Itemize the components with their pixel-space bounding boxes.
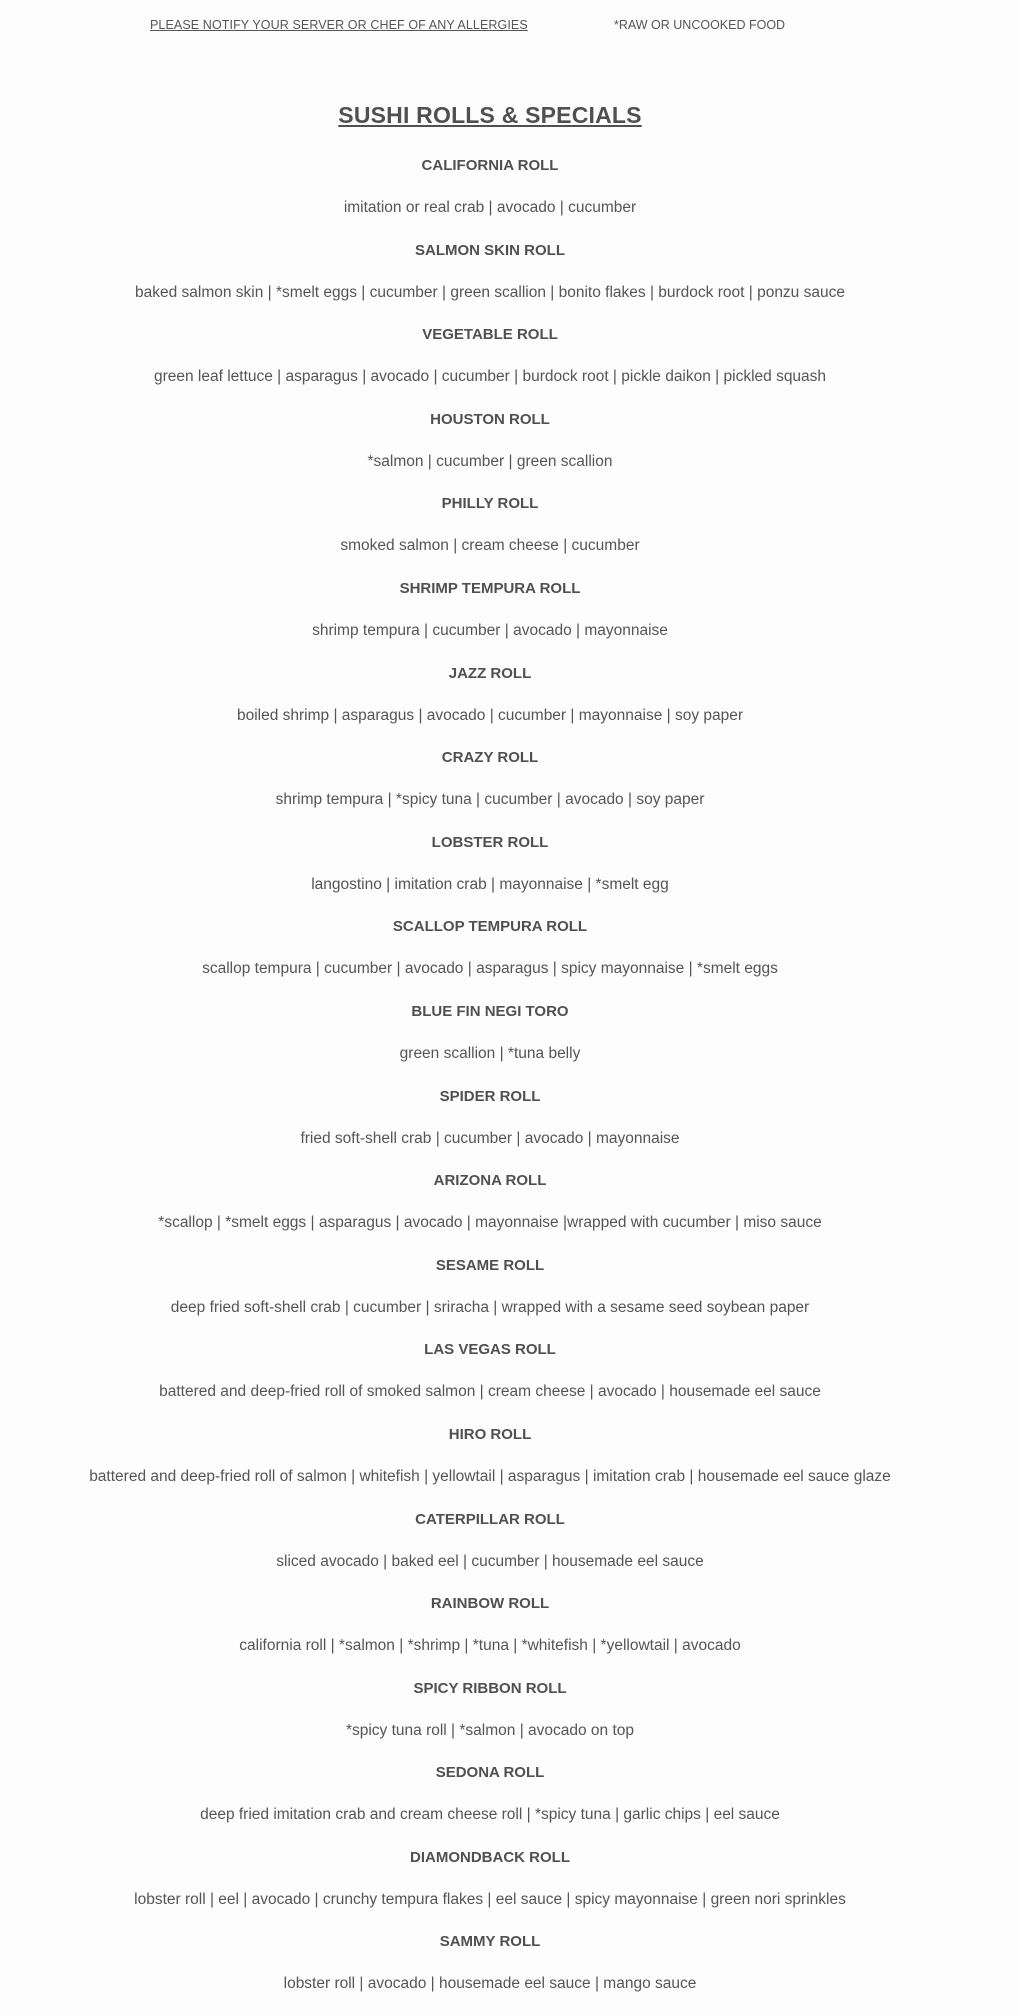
- menu-item: [0, 1509, 980, 1594]
- menu-item-name: SESAME ROLL: [435, 1256, 545, 1274]
- menu-item-description: battered and deep-fried roll of salmon | whitefish | yellowtail | asparagus | imitation crab | housemade eel sauce glaze: [89, 1467, 891, 1485]
- menu-item-description: imitation or real crab | avocado | cucumber: [343, 199, 637, 216]
- raw-food-notice: *RAW OR UNCOOKED FOOD: [614, 18, 786, 32]
- menu-item-name: JAZZ ROLL: [448, 664, 532, 682]
- menu-item: [0, 832, 980, 917]
- menu-item: [0, 1931, 980, 2016]
- menu-item-description: california roll | *salmon | *shrimp | *tuna | *whitefish | *yellowtail | avocado: [239, 1637, 741, 1655]
- menu-item: [0, 1424, 980, 1509]
- menu-item: [0, 409, 980, 494]
- menu-item: [0, 747, 980, 832]
- menu-item-description: deep fried imitation crab and cream cheese roll | *spicy tuna | garlic chips | eel sauce: [200, 1806, 780, 1824]
- menu-item: [0, 578, 980, 663]
- menu-item-name: SPIDER ROLL: [439, 1087, 541, 1105]
- menu-item-description: scallop tempura | cucumber | avocado | asparagus | spicy mayonnaise | *smelt eggs: [202, 960, 778, 978]
- menu-item-description: *spicy tuna roll | *salmon | avocado on top: [345, 1721, 635, 1739]
- menu-item: [0, 493, 980, 578]
- menu-item-description: deep fried soft-shell crab | cucumber | sriracha | wrapped with a sesame seed soybean paper: [170, 1298, 810, 1316]
- menu-item: [0, 1170, 980, 1255]
- menu-item-description: lobster roll | eel | avocado | crunchy tempura flakes | eel sauce | spicy mayonnaise | green nori sprinkles: [134, 1890, 846, 1908]
- menu-item-name: LAS VEGAS ROLL: [424, 1341, 556, 1359]
- menu-item: [0, 1339, 980, 1424]
- menu-item-description: smoked salmon | cream cheese | cucumber: [340, 537, 640, 555]
- menu-item-description: sliced avocado | baked eel | cucumber | housemade eel sauce: [276, 1552, 704, 1570]
- menu-item-name: CATERPILLAR ROLL: [415, 1510, 565, 1528]
- menu-item-description: shrimp tempura | cucumber | avocado | mayonnaise: [312, 621, 668, 639]
- menu-item-description: green scallion | *tuna belly: [399, 1044, 581, 1062]
- menu-item-name: HOUSTON ROLL: [430, 410, 550, 428]
- menu-item-name: CRAZY ROLL: [441, 749, 539, 767]
- menu-item-description: baked salmon skin | *smelt eggs | cucumber | green scallion | bonito flakes | burdock root | ponzu sauce: [135, 283, 845, 301]
- menu-item: [0, 1762, 980, 1847]
- menu-item: [0, 1001, 980, 1086]
- menu-item: [0, 916, 980, 1001]
- menu-item-name: HIRO ROLL: [448, 1425, 532, 1443]
- menu-item-name: PHILLY ROLL: [441, 495, 539, 513]
- menu-item: [0, 1847, 980, 1932]
- menu-item-name: SEDONA ROLL: [435, 1764, 545, 1782]
- menu-item-name: DIAMONDBACK ROLL: [410, 1848, 570, 1866]
- menu-item-name: VEGETABLE ROLL: [422, 326, 558, 344]
- menu-item-description: green leaf lettuce | asparagus | avocado | cucumber | burdock root | pickle daikon | pickled squash: [153, 368, 827, 386]
- menu-item: [0, 1593, 980, 1678]
- menu-item-name: SCALLOP TEMPURA ROLL: [392, 918, 588, 936]
- menu-item-description: shrimp tempura | *spicy tuna | cucumber | avocado | soy paper: [275, 791, 705, 809]
- menu-item-name: BLUE FIN NEGI TORO: [411, 1002, 569, 1020]
- menu-item-name: SPICY RIBBON ROLL: [413, 1679, 567, 1697]
- menu-item-name: SALMON SKIN ROLL: [415, 241, 565, 259]
- menu-item-name: SHRIMP TEMPURA ROLL: [399, 579, 581, 597]
- menu-item-description: fried soft-shell crab | cucumber | avocado | mayonnaise: [300, 1129, 680, 1147]
- menu-item-description: langostino | imitation crab | mayonnaise | *smelt egg: [311, 875, 669, 893]
- menu-item-list: [0, 155, 980, 2016]
- menu-item-name: CALIFORNIA ROLL: [421, 157, 559, 174]
- menu-item-description: *scallop | *smelt eggs | asparagus | avocado | mayonnaise |wrapped with cucumber | miso sauce: [158, 1214, 822, 1232]
- allergy-notice: PLEASE NOTIFY YOUR SERVER OR CHEF OF ANY ALLERGIES: [150, 18, 528, 32]
- menu-item: [0, 1255, 980, 1340]
- menu-item: [0, 155, 980, 240]
- menu-item: [0, 663, 980, 748]
- menu-item-description: *salmon | cucumber | green scallion: [367, 452, 613, 470]
- menu-item-description: boiled shrimp | asparagus | avocado | cucumber | mayonnaise | soy paper: [236, 706, 744, 724]
- menu-item-description: lobster roll | avocado | housemade eel sauce | mango sauce: [283, 1975, 697, 1993]
- menu-item: [0, 324, 980, 409]
- menu-item-name: LOBSTER ROLL: [431, 833, 549, 851]
- menu-item-name: SAMMY ROLL: [439, 1933, 541, 1951]
- menu-item: [0, 1086, 980, 1171]
- menu-item-name: ARIZONA ROLL: [433, 1172, 547, 1190]
- notice-row: [0, 18, 1020, 38]
- menu-title: SUSHI ROLLS & SPECIALS: [338, 102, 642, 128]
- menu-item: [0, 1678, 980, 1763]
- menu-item-name: RAINBOW ROLL: [430, 1595, 550, 1613]
- menu-item-description: battered and deep-fried roll of smoked salmon | cream cheese | avocado | housemade eel sauce: [159, 1383, 821, 1401]
- menu-item: [0, 240, 980, 325]
